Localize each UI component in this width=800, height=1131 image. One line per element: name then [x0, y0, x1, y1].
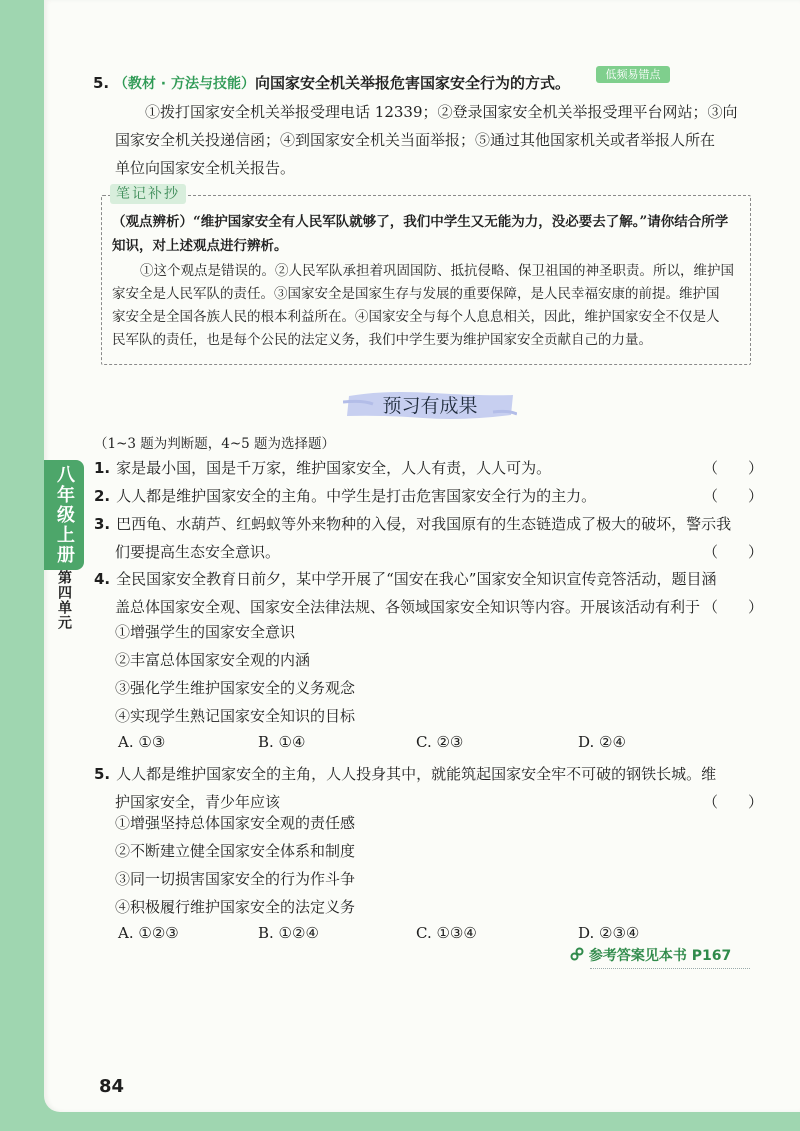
question-text: 巴西龟、水葫芦、红蚂蚁等外来物种的入侵，对我国原有的生态链造成了极大的破坏，警示我: [116, 515, 732, 533]
notes-answer-line: 民军队的责任，也是每个公民的法定义务，我们中学生要为维护国家安全贡献自己的力量。: [112, 332, 652, 348]
answer-reference[interactable]: [570, 945, 731, 965]
item5-line: ①拨打国家安全机关举报受理电话 12339；②登录国家安全机关举报受理平台网站；③向: [145, 103, 738, 121]
section-title: 预习有成果: [382, 395, 478, 417]
link-icon: [570, 947, 584, 965]
notes-answer-line: 家安全是全国各族人民的根本利益所在。④国家安全与每个人息息相关，因此，维护国家安全不仅是人: [112, 309, 720, 325]
answer-parens: （ ）: [703, 459, 764, 477]
item5-answer: [115, 98, 755, 182]
notes-title: 笔记补抄: [110, 184, 186, 204]
answer-reference-text: 参考答案见本书 P167: [588, 948, 732, 964]
choice-b[interactable]: B. ①②④: [258, 924, 319, 942]
frequency-badge: 低频易错点: [596, 66, 670, 83]
choice-d[interactable]: D. ②④: [578, 733, 626, 751]
answer-parens: （ ）: [703, 543, 764, 561]
statement-item: ②不断建立健全国家安全体系和制度: [115, 842, 356, 860]
notes-question-line: （观点辨析）“维护国家安全有人民军队就够了，我们中学生又无能为力，没必要去了解。”请你结合所学: [112, 214, 729, 230]
question-text: 盖总体国家安全观、国家安全法律法规、各领域国家安全知识等内容。开展该活动有利于: [115, 598, 701, 616]
answer-underline: [590, 968, 750, 969]
item5-tag: （教材 · 方法与技能）: [113, 76, 255, 92]
answer-parens: （ ）: [703, 487, 764, 505]
question-number: 3.: [94, 515, 111, 533]
statement-item: ④积极履行维护国家安全的法定义务: [115, 898, 356, 916]
answer-parens: （ ）: [703, 598, 764, 616]
notes-answer-line: ①这个观点是错误的。②人民军队承担着巩固国防、抵抗侵略、保卫祖国的神圣职责。所以，维护国: [140, 263, 734, 279]
question-2: [94, 482, 754, 510]
choice-a[interactable]: A. ①②③: [118, 924, 179, 942]
notes-answer: [112, 260, 742, 352]
question-text: 护国家安全，青少年应该: [115, 793, 281, 811]
question-text: 全民国家安全教育日前夕，某中学开展了“国安在我心”国家安全知识宣传竞答活动，题目涵: [116, 570, 717, 588]
item5-question: 向国家安全机关举报危害国家安全行为的方式。: [255, 74, 571, 92]
question-5: [94, 760, 754, 816]
choice-c[interactable]: C. ①③④: [416, 924, 477, 942]
statement-item: ①增强坚持总体国家安全观的责任感: [115, 814, 356, 832]
item5-line: 国家安全机关投递信函；④到国家安全机关当面举报；⑤通过其他国家机关或者举报人所在: [115, 131, 716, 149]
question-number: 2.: [94, 487, 111, 505]
question-number: 5.: [94, 765, 111, 783]
choice-a[interactable]: A. ①③: [118, 733, 166, 751]
question-3: [94, 510, 754, 566]
notes-question: [112, 210, 742, 258]
question-number: 1.: [94, 459, 111, 477]
statement-item: ②丰富总体国家安全观的内涵: [115, 651, 311, 669]
answer-parens: （ ）: [703, 793, 764, 811]
choice-c[interactable]: C. ②③: [416, 733, 464, 751]
choice-b[interactable]: B. ①④: [258, 733, 306, 751]
question-4: [94, 565, 754, 621]
side-tab-unit: 第四单元: [56, 570, 72, 630]
statement-item: ③强化学生维护国家安全的义务观念: [115, 679, 356, 697]
question-text: 们要提高生态安全意识。: [115, 543, 281, 561]
side-tab-grade: 八年级上册: [44, 460, 84, 570]
statement-item: ④实现学生熟记国家安全知识的目标: [115, 707, 356, 725]
section-intro: （1~3 题为判断题，4~5 题为选择题）: [94, 436, 336, 452]
statement-item: ①增强学生的国家安全意识: [115, 623, 296, 641]
notes-answer-line: 家安全是人民军队的责任。③国家安全是国家生存与发展的重要保障，是人民幸福安康的前提。维护国: [112, 286, 720, 302]
item5-heading: [93, 72, 570, 93]
question-text: 人人都是维护国家安全的主角，人人投身其中，就能筑起国家安全牢不可破的钢铁长城。维: [116, 765, 717, 783]
item5-number: 5.: [93, 74, 110, 92]
choice-d[interactable]: D. ②③④: [578, 924, 640, 942]
page-number: 84: [99, 1076, 125, 1097]
question-text: 家是最小国，国是千万家，维护国家安全，人人有责，人人可为。: [116, 459, 552, 477]
question-text: 人人都是维护国家安全的主角。中学生是打击危害国家安全行为的主力。: [116, 487, 597, 505]
item5-line: 单位向国家安全机关报告。: [115, 159, 296, 177]
notes-question-line: 知识，对上述观点进行辨析。: [112, 238, 288, 254]
statement-item: ③同一切损害国家安全的行为作斗争: [115, 870, 356, 888]
question-number: 4.: [94, 570, 111, 588]
question-1: [94, 454, 754, 482]
